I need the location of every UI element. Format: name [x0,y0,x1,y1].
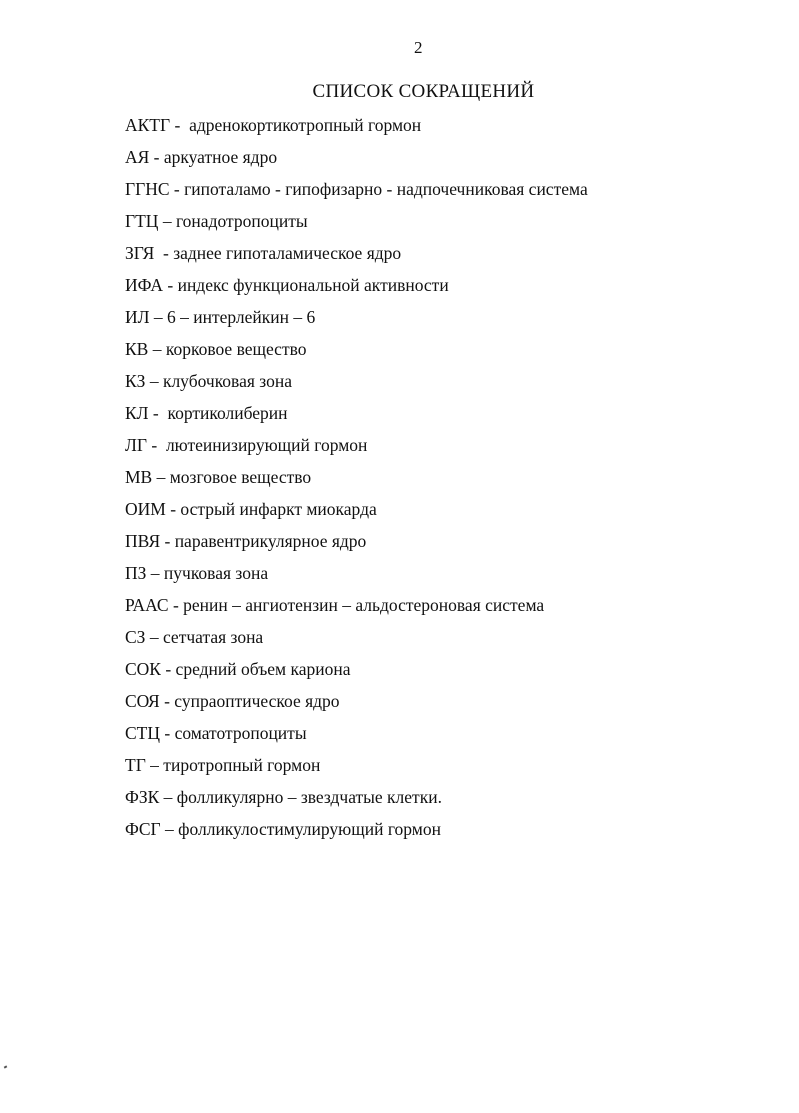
abbreviation-item: АЯ - аркуатное ядро [125,147,278,167]
abbreviation-item: ОИМ - острый инфаркт миокарда [125,499,377,519]
abbreviation-list [125,113,588,849]
abbreviation-item: СЗ – сетчатая зона [125,627,264,647]
abbreviation-item: КЛ - кортиколиберин [125,403,288,423]
abbreviation-item: ЛГ - лютеинизирующий гормон [125,435,368,455]
abbreviation-item: МВ – мозговое вещество [125,467,312,487]
page-number: 2 [414,38,423,57]
abbreviation-item: КВ – корковое вещество [125,339,307,359]
abbreviation-item: ПЗ – пучковая зона [125,563,269,583]
abbreviation-item: СТЦ - соматотропоциты [125,723,307,743]
abbreviation-item: РААС - ренин – ангиотензин – альдостероновая система [125,595,545,615]
abbreviation-item: СОК - средний объем кариона [125,659,351,679]
abbreviation-item: ПВЯ - паравентрикулярное ядро [125,531,367,551]
scan-artifact [4,1065,8,1068]
abbreviation-item: ТГ – тиротропный гормон [125,755,321,775]
abbreviation-item: ГТЦ – гонадотропоциты [125,211,308,231]
abbreviation-item: КЗ – клубочковая зона [125,371,292,391]
page-title: СПИСОК СОКРАЩЕНИЙ [312,81,535,102]
abbreviation-item: ФСГ – фолликулостимулирующий гормон [125,819,441,839]
abbreviation-item: ЗГЯ - заднее гипоталамическое ядро [125,243,402,263]
abbreviation-item: СОЯ - супраоптическое ядро [125,691,340,711]
abbreviation-item: ИЛ – 6 – интерлейкин – 6 [125,307,316,327]
abbreviation-item: АКТГ - адренокортикотропный гормон [125,115,422,135]
abbreviation-item: ИФА - индекс функциональной активности [125,275,449,295]
abbreviation-item: ГГНС - гипоталамо - гипофизарно - надпочечниковая система [125,179,588,199]
abbreviation-item: ФЗК – фолликулярно – звездчатые клетки. [125,787,442,807]
